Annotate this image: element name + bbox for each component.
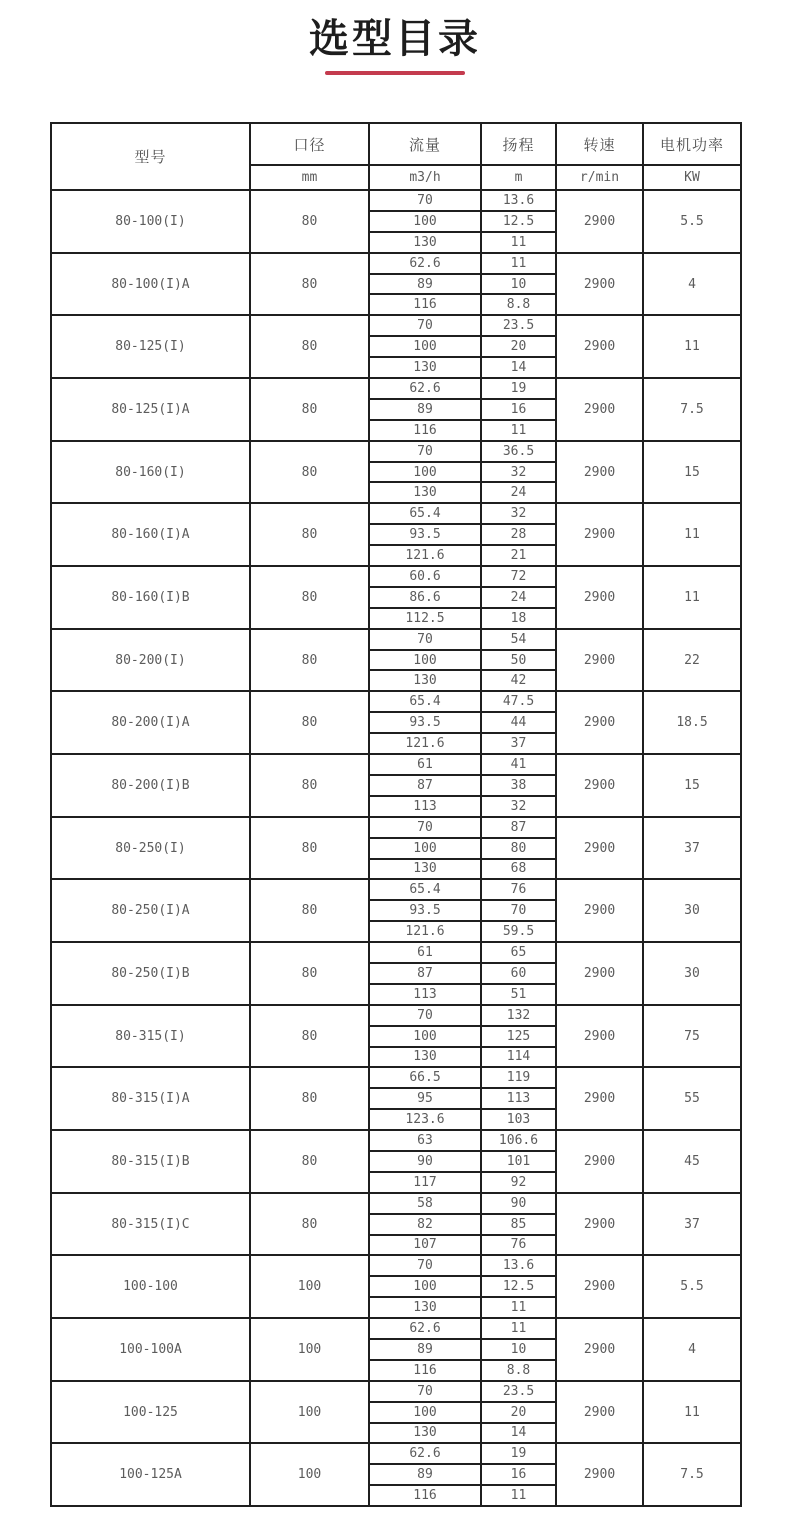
cell-head: 11 [481,1318,556,1339]
cell-flow: 58 [369,1193,481,1214]
cell-flow: 112.5 [369,608,481,629]
cell-power: 11 [643,1381,741,1444]
table-body [51,190,741,1506]
cell-head: 11 [481,420,556,441]
cell-head: 87 [481,817,556,838]
cell-model: 80-315(I)A [51,1067,250,1130]
header-diameter: 口径 [250,123,369,165]
table-row [51,1318,741,1339]
cell-model: 80-100(I) [51,190,250,253]
cell-head: 37 [481,733,556,754]
cell-head: 76 [481,1235,556,1256]
cell-speed: 2900 [556,817,643,880]
cell-flow: 63 [369,1130,481,1151]
cell-speed: 2900 [556,1130,643,1193]
unit-diameter: mm [250,165,369,190]
cell-flow: 65.4 [369,691,481,712]
cell-head: 11 [481,1297,556,1318]
table-row [51,1005,741,1026]
cell-head: 12.5 [481,211,556,232]
cell-power: 4 [643,1318,741,1381]
cell-head: 59.5 [481,921,556,942]
cell-speed: 2900 [556,1443,643,1506]
cell-flow: 93.5 [369,900,481,921]
cell-head: 21 [481,545,556,566]
cell-diameter: 100 [250,1443,369,1506]
cell-head: 24 [481,482,556,503]
header-row-labels [51,123,741,165]
cell-flow: 70 [369,817,481,838]
table-row [51,1130,741,1151]
cell-head: 38 [481,775,556,796]
cell-flow: 130 [369,859,481,880]
cell-speed: 2900 [556,1318,643,1381]
cell-flow: 130 [369,1297,481,1318]
cell-diameter: 80 [250,315,369,378]
table-row [51,441,741,462]
cell-speed: 2900 [556,629,643,692]
cell-head: 54 [481,629,556,650]
cell-speed: 2900 [556,1193,643,1256]
cell-flow: 70 [369,1381,481,1402]
cell-flow: 89 [369,1339,481,1360]
cell-flow: 86.6 [369,587,481,608]
cell-flow: 113 [369,796,481,817]
table-row [51,629,741,650]
cell-head: 80 [481,838,556,859]
cell-flow: 87 [369,775,481,796]
cell-head: 10 [481,274,556,295]
unit-flow: m3/h [369,165,481,190]
cell-power: 22 [643,629,741,692]
cell-model: 80-160(I)B [51,566,250,629]
cell-diameter: 80 [250,441,369,504]
header-model: 型号 [51,123,250,190]
cell-diameter: 80 [250,879,369,942]
cell-model: 80-315(I) [51,1005,250,1068]
cell-speed: 2900 [556,1067,643,1130]
cell-head: 41 [481,754,556,775]
cell-power: 7.5 [643,378,741,441]
cell-flow: 123.6 [369,1109,481,1130]
cell-head: 106.6 [481,1130,556,1151]
cell-flow: 116 [369,1485,481,1506]
cell-flow: 93.5 [369,524,481,545]
cell-diameter: 80 [250,566,369,629]
cell-speed: 2900 [556,378,643,441]
cell-model: 80-315(I)B [51,1130,250,1193]
cell-flow: 130 [369,1423,481,1444]
cell-model: 80-160(I)A [51,503,250,566]
cell-head: 16 [481,1464,556,1485]
cell-head: 11 [481,232,556,253]
cell-flow: 113 [369,984,481,1005]
cell-power: 18.5 [643,691,741,754]
cell-head: 19 [481,378,556,399]
cell-head: 11 [481,1485,556,1506]
cell-flow: 116 [369,420,481,441]
cell-speed: 2900 [556,566,643,629]
cell-diameter: 80 [250,1130,369,1193]
cell-head: 32 [481,503,556,524]
cell-head: 20 [481,336,556,357]
cell-diameter: 100 [250,1318,369,1381]
cell-model: 100-125 [51,1381,250,1444]
cell-head: 32 [481,462,556,483]
cell-flow: 121.6 [369,545,481,566]
cell-diameter: 100 [250,1255,369,1318]
cell-model: 80-160(I) [51,441,250,504]
cell-head: 47.5 [481,691,556,712]
cell-diameter: 80 [250,754,369,817]
cell-flow: 87 [369,963,481,984]
cell-model: 100-100A [51,1318,250,1381]
cell-speed: 2900 [556,253,643,316]
cell-head: 44 [481,712,556,733]
cell-flow: 82 [369,1214,481,1235]
cell-head: 90 [481,1193,556,1214]
cell-head: 10 [481,1339,556,1360]
cell-head: 114 [481,1047,556,1068]
cell-head: 68 [481,859,556,880]
cell-power: 15 [643,754,741,817]
cell-diameter: 80 [250,190,369,253]
cell-power: 37 [643,1193,741,1256]
cell-flow: 100 [369,1276,481,1297]
cell-flow: 100 [369,1026,481,1047]
cell-head: 42 [481,670,556,691]
cell-speed: 2900 [556,315,643,378]
cell-model: 100-125A [51,1443,250,1506]
cell-flow: 121.6 [369,733,481,754]
cell-flow: 66.5 [369,1067,481,1088]
table-row [51,1381,741,1402]
cell-flow: 70 [369,629,481,650]
cell-power: 75 [643,1005,741,1068]
cell-diameter: 80 [250,629,369,692]
table-row [51,378,741,399]
cell-power: 45 [643,1130,741,1193]
table-row [51,190,741,211]
unit-head: m [481,165,556,190]
table-row [51,1067,741,1088]
cell-flow: 130 [369,232,481,253]
cell-head: 125 [481,1026,556,1047]
cell-power: 5.5 [643,1255,741,1318]
table-row [51,879,741,900]
cell-head: 23.5 [481,1381,556,1402]
cell-diameter: 100 [250,1381,369,1444]
cell-flow: 70 [369,190,481,211]
cell-speed: 2900 [556,691,643,754]
page-title: 选型目录 [309,17,481,61]
cell-head: 11 [481,253,556,274]
cell-power: 11 [643,315,741,378]
cell-flow: 100 [369,336,481,357]
cell-flow: 62.6 [369,253,481,274]
table-row [51,315,741,336]
cell-power: 4 [643,253,741,316]
cell-model: 80-125(I)A [51,378,250,441]
cell-head: 12.5 [481,1276,556,1297]
table-row [51,503,741,524]
cell-flow: 100 [369,211,481,232]
title-underline [325,71,465,75]
cell-flow: 121.6 [369,921,481,942]
cell-head: 32 [481,796,556,817]
cell-diameter: 80 [250,1067,369,1130]
cell-power: 7.5 [643,1443,741,1506]
table-row [51,691,741,712]
cell-model: 80-315(I)C [51,1193,250,1256]
header-flow: 流量 [369,123,481,165]
cell-head: 8.8 [481,294,556,315]
cell-head: 103 [481,1109,556,1130]
cell-head: 72 [481,566,556,587]
cell-speed: 2900 [556,754,643,817]
cell-model: 80-200(I)A [51,691,250,754]
cell-flow: 100 [369,650,481,671]
table-row [51,1443,741,1464]
table-row [51,942,741,963]
cell-power: 30 [643,942,741,1005]
cell-speed: 2900 [556,942,643,1005]
cell-head: 14 [481,357,556,378]
cell-speed: 2900 [556,1005,643,1068]
cell-head: 14 [481,1423,556,1444]
cell-head: 92 [481,1172,556,1193]
cell-model: 80-200(I)B [51,754,250,817]
cell-speed: 2900 [556,503,643,566]
cell-flow: 65.4 [369,879,481,900]
cell-flow: 70 [369,1005,481,1026]
cell-flow: 130 [369,357,481,378]
cell-head: 13.6 [481,1255,556,1276]
table-row [51,566,741,587]
cell-head: 113 [481,1088,556,1109]
cell-head: 13.6 [481,190,556,211]
cell-model: 80-200(I) [51,629,250,692]
cell-flow: 100 [369,462,481,483]
cell-flow: 100 [369,838,481,859]
cell-diameter: 80 [250,691,369,754]
unit-speed: r/min [556,165,643,190]
cell-head: 16 [481,399,556,420]
cell-head: 132 [481,1005,556,1026]
cell-power: 5.5 [643,190,741,253]
unit-power: KW [643,165,741,190]
cell-flow: 130 [369,482,481,503]
table-row [51,253,741,274]
header-speed: 转速 [556,123,643,165]
cell-model: 80-100(I)A [51,253,250,316]
cell-model: 80-250(I) [51,817,250,880]
cell-flow: 116 [369,1360,481,1381]
cell-power: 11 [643,566,741,629]
cell-model: 80-250(I)A [51,879,250,942]
cell-head: 18 [481,608,556,629]
cell-flow: 116 [369,294,481,315]
cell-flow: 130 [369,1047,481,1068]
cell-model: 100-100 [51,1255,250,1318]
cell-flow: 62.6 [369,378,481,399]
cell-head: 85 [481,1214,556,1235]
table-header [51,123,741,190]
cell-head: 24 [481,587,556,608]
cell-flow: 90 [369,1151,481,1172]
cell-diameter: 80 [250,942,369,1005]
cell-head: 20 [481,1402,556,1423]
cell-flow: 62.6 [369,1318,481,1339]
cell-flow: 89 [369,1464,481,1485]
cell-speed: 2900 [556,1255,643,1318]
cell-diameter: 80 [250,503,369,566]
table-row [51,1193,741,1214]
cell-speed: 2900 [556,879,643,942]
cell-flow: 61 [369,942,481,963]
cell-flow: 107 [369,1235,481,1256]
cell-flow: 89 [369,274,481,295]
cell-speed: 2900 [556,190,643,253]
cell-power: 37 [643,817,741,880]
cell-flow: 130 [369,670,481,691]
cell-diameter: 80 [250,817,369,880]
header-head: 扬程 [481,123,556,165]
cell-diameter: 80 [250,253,369,316]
cell-head: 28 [481,524,556,545]
cell-power: 30 [643,879,741,942]
table-row [51,817,741,838]
cell-diameter: 80 [250,378,369,441]
cell-flow: 70 [369,441,481,462]
cell-head: 101 [481,1151,556,1172]
cell-flow: 93.5 [369,712,481,733]
cell-power: 55 [643,1067,741,1130]
cell-model: 80-250(I)B [51,942,250,1005]
cell-speed: 2900 [556,1381,643,1444]
header-power: 电机功率 [643,123,741,165]
selection-catalog-table [50,122,742,1507]
cell-head: 51 [481,984,556,1005]
cell-head: 70 [481,900,556,921]
page-header [0,0,790,75]
cell-flow: 95 [369,1088,481,1109]
cell-power: 11 [643,503,741,566]
cell-head: 50 [481,650,556,671]
table-row [51,754,741,775]
cell-flow: 62.6 [369,1443,481,1464]
cell-head: 23.5 [481,315,556,336]
cell-diameter: 80 [250,1193,369,1256]
cell-flow: 60.6 [369,566,481,587]
cell-diameter: 80 [250,1005,369,1068]
table-row [51,1255,741,1276]
cell-flow: 89 [369,399,481,420]
cell-head: 60 [481,963,556,984]
cell-head: 76 [481,879,556,900]
cell-head: 36.5 [481,441,556,462]
cell-power: 15 [643,441,741,504]
cell-flow: 61 [369,754,481,775]
cell-flow: 65.4 [369,503,481,524]
cell-flow: 70 [369,1255,481,1276]
cell-flow: 117 [369,1172,481,1193]
cell-head: 19 [481,1443,556,1464]
cell-flow: 100 [369,1402,481,1423]
cell-head: 119 [481,1067,556,1088]
cell-speed: 2900 [556,441,643,504]
cell-head: 65 [481,942,556,963]
cell-model: 80-125(I) [51,315,250,378]
cell-head: 8.8 [481,1360,556,1381]
cell-flow: 70 [369,315,481,336]
